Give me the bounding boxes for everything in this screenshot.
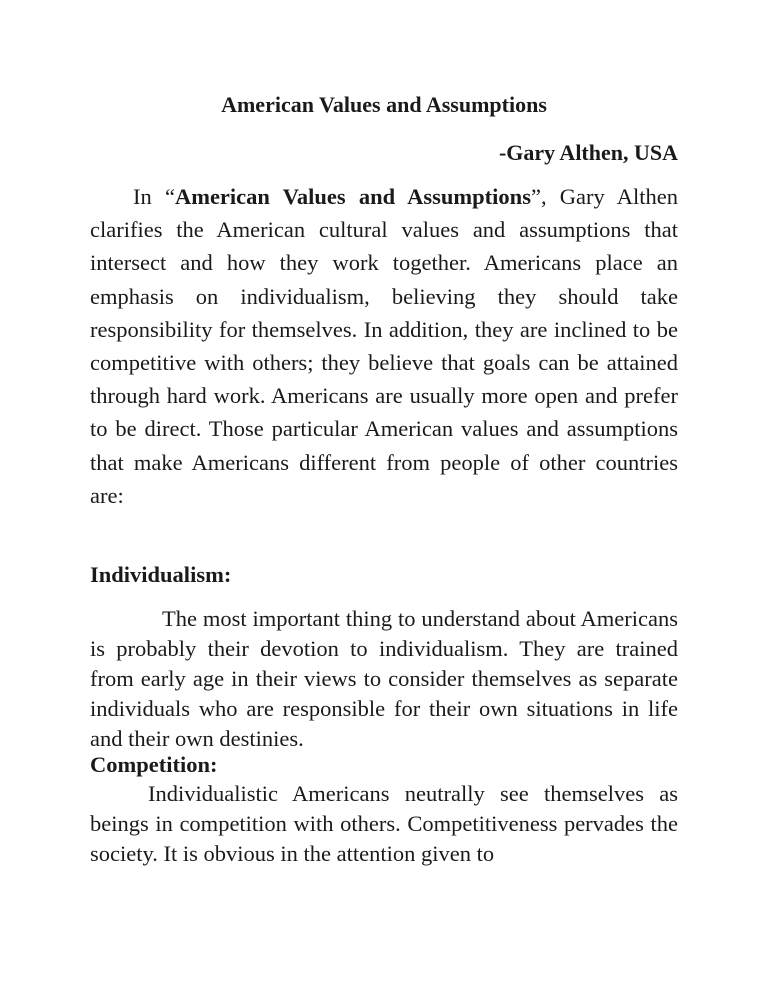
section-body-competition: Individualistic Americans neutrally see themselves as beings in competition with others. Competitiveness pervades the society. It is obvious in the attention given to (90, 781, 678, 866)
section-heading-competition: Competition: (90, 752, 218, 777)
intro-prefix: In “ (133, 184, 175, 209)
document-title: American Values and Assumptions (221, 92, 547, 117)
section-body-individualism: The most important thing to understand about Americans is probably their devotion to individualism. They are trained from early age in their views to consider themselves as separate individuals who are responsible for their own situations in life and their own destinies. (90, 606, 678, 751)
intro-paragraph (90, 180, 678, 512)
document-author: -Gary Althen, USA (498, 140, 678, 165)
intro-body: ”, Gary Althen clarifies the American cultural values and assumptions that intersect and how they work together. Americans place an emphasis on individualism, believing they should take responsibility for themselves. In addition, they are inclined to be competitive with others; they believe that goals can be attained through hard work. Americans are usually more open and prefer to be direct. Those particular American values and assumptions that make Americans different from people of other countries are: (90, 184, 678, 508)
intro-bold-title: American Values and Assumptions (174, 184, 531, 209)
section-heading-individualism: Individualism: (90, 562, 232, 587)
